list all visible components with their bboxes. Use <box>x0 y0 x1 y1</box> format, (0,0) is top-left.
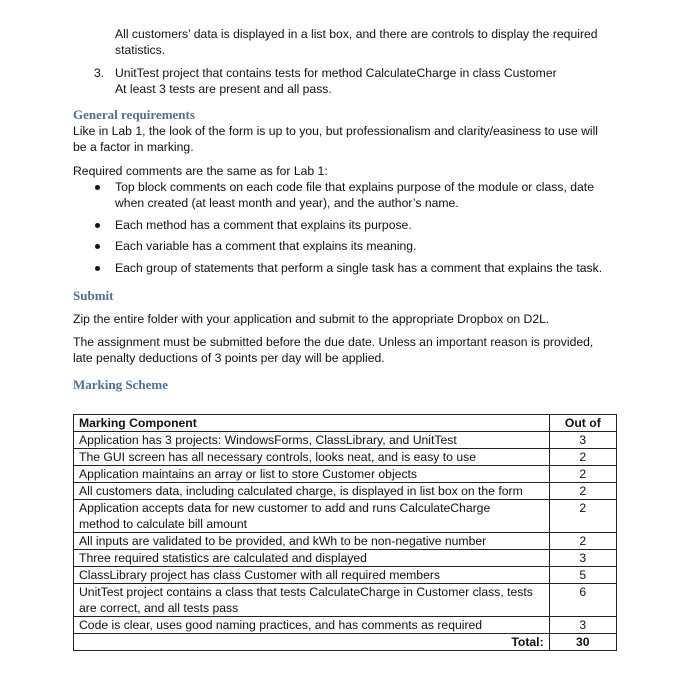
marking-table <box>73 414 617 651</box>
marking-component-text: All inputs are validated to be provided, and kWh to be non-negative number <box>79 534 487 548</box>
marking-component-cell <box>74 432 550 449</box>
marking-component-cell <box>74 567 550 584</box>
list-number-3: 3. <box>94 66 105 80</box>
table-row <box>74 500 617 533</box>
bullet-2: Each method has a comment that explains its purpose. <box>115 218 412 232</box>
table-row <box>74 483 617 500</box>
marking-component-text: All customers data, including calculated charge, is displayed in list box on the form <box>79 484 523 498</box>
marking-points-cell: 2 <box>549 483 616 500</box>
marking-component-cell <box>74 533 550 550</box>
submit-line1: Zip the entire folder with your application and submit to the appropriate Dropbox on D2L. <box>73 312 550 326</box>
marking-points-cell: 2 <box>549 533 616 550</box>
bullet-4: Each group of statements that perform a single task has a comment that explains the task. <box>115 261 603 275</box>
marking-scheme-heading: Marking Scheme <box>73 377 168 392</box>
total-label: Total: <box>74 634 550 651</box>
general-paragraph-line2: be a factor in marking. <box>73 140 194 154</box>
table-row <box>74 466 617 483</box>
marking-points-cell: 2 <box>549 449 616 466</box>
marking-component-text: Three required statistics are calculated and displayed <box>79 551 367 565</box>
marking-component-text: Application accepts data for new customer to add and runs CalculateCharge <box>79 501 491 515</box>
table-row <box>74 432 617 449</box>
general-requirements-heading: General requirements <box>73 107 195 122</box>
marking-component-text: Code is clear, uses good naming practices, and has comments as required <box>79 618 483 632</box>
marking-component-cell <box>74 550 550 567</box>
marking-component-cell <box>74 584 550 617</box>
marking-points-cell: 3 <box>549 432 616 449</box>
bullet-1-line1: Top block comments on each code file that explains purpose of the module or class, date <box>115 180 594 194</box>
marking-points-cell: 5 <box>549 567 616 584</box>
marking-points-cell: 2 <box>549 500 616 533</box>
marking-component-text: ClassLibrary project has class Customer with all required members <box>79 568 441 582</box>
table-row <box>74 617 617 634</box>
table-row <box>74 449 617 466</box>
col-header-component: Marking Component <box>74 415 550 432</box>
list-continuation-line2: statistics. <box>115 43 166 57</box>
general-paragraph-line1: Like in Lab 1, the look of the form is up to you, but professionalism and clarity/easiness to use will <box>73 124 599 138</box>
list-continuation-line1: All customers’ data is displayed in a list box, and there are controls to display the required <box>115 27 598 41</box>
marking-component-cell <box>74 500 550 533</box>
submit-heading: Submit <box>73 288 114 303</box>
marking-points-cell: 6 <box>549 584 616 617</box>
list-item-3-line1: UnitTest project that contains tests for method CalculateCharge in class Customer <box>115 66 557 80</box>
table-row <box>74 550 617 567</box>
marking-component-text: Application has 3 projects: WindowsForms, ClassLibrary, and UnitTest <box>79 433 457 447</box>
marking-component-text-continued: method to calculate bill amount <box>79 517 248 531</box>
total-value: 30 <box>549 634 616 651</box>
marking-component-text-continued: are correct, and all tests pass <box>79 601 239 615</box>
bullet-3: Each variable has a comment that explains its meaning. <box>115 239 417 253</box>
marking-component-text: The GUI screen has all necessary controls, looks neat, and is easy to use <box>79 450 476 464</box>
marking-component-text: UnitTest project contains a class that tests CalculateCharge in Customer class, tests <box>79 585 533 599</box>
bullet-dot-icon <box>95 223 100 228</box>
table-total-row <box>74 634 617 651</box>
marking-component-cell <box>74 466 550 483</box>
bullet-1-line2: when created (at least month and year), and the author’s name. <box>115 196 459 210</box>
required-comments-intro: Required comments are the same as for Lab 1: <box>73 164 328 178</box>
table-row <box>74 567 617 584</box>
bullet-dot-icon <box>95 185 100 190</box>
col-header-out-of: Out of <box>549 415 616 432</box>
marking-component-text: Application maintains an array or list to store Customer objects <box>79 467 418 481</box>
marking-points-cell: 3 <box>549 617 616 634</box>
marking-component-cell <box>74 617 550 634</box>
table-header-row <box>74 415 617 432</box>
marking-component-cell <box>74 483 550 500</box>
table-row <box>74 584 617 617</box>
bullet-dot-icon <box>95 244 100 249</box>
marking-component-cell <box>74 449 550 466</box>
list-item-3-line2: At least 3 tests are present and all pass. <box>115 82 332 96</box>
submit-line2: The assignment must be submitted before the due date. Unless an important reason is provided, <box>73 335 594 349</box>
bullet-dot-icon <box>95 266 100 271</box>
table-row <box>74 533 617 550</box>
submit-line3: late penalty deductions of 3 points per day will be applied. <box>73 351 385 365</box>
marking-points-cell: 2 <box>549 466 616 483</box>
marking-points-cell: 3 <box>549 550 616 567</box>
